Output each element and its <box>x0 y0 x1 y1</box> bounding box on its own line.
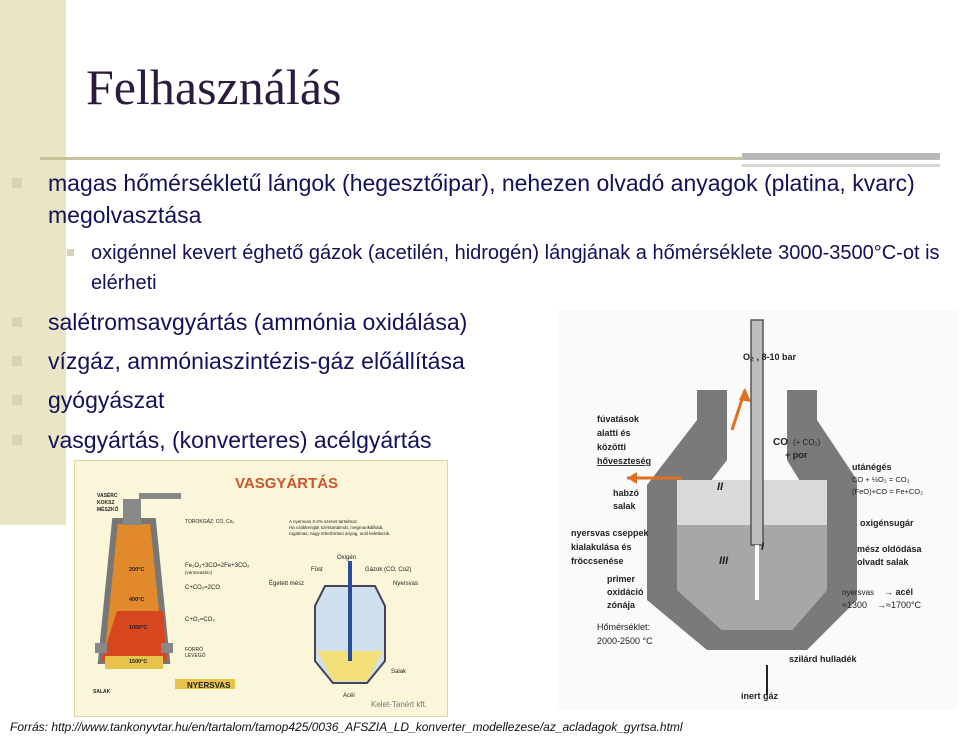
label-t2: →≈1700°C <box>877 600 922 610</box>
bullet-item <box>48 424 432 456</box>
bullet-text: salétromsavgyártás (ammónia oxidálása) <box>48 309 468 335</box>
label-nyersvas-cseppek: nyersvas cseppek <box>571 528 649 538</box>
bullet-marker <box>12 356 22 366</box>
label-fuvatasok: fúvatások <box>597 414 640 424</box>
slide-title: Felhasználás <box>86 59 342 115</box>
figure-title: VASGYÁRTÁS <box>235 475 339 492</box>
label-oxigensugar: oxigénsugár <box>860 518 914 528</box>
label-por: + por <box>785 450 808 460</box>
label-nyersvas2: Nyersvas <box>393 581 419 587</box>
converter-figure <box>557 310 957 710</box>
bullet-marker <box>12 178 22 188</box>
label-oxidacio: oxidáció <box>607 587 644 597</box>
reaction-2: C+CO₂=2CO <box>185 585 221 591</box>
label-homrange: 2000-2500 °C <box>597 636 653 646</box>
reaction-1: Fe₂O₃+3CO=2Fe+3CO₂ <box>185 563 250 569</box>
label-eq1: CO + ½O₂ = CO₂ <box>852 475 910 484</box>
reaction-1-note: (vörösvasérc) <box>185 570 213 575</box>
note-line-3: rugalmas, nagy teherbírású anyag, acél keletkezik. <box>289 531 391 536</box>
bullet-text: gyógyászat <box>48 387 165 413</box>
region-i: I <box>761 541 765 553</box>
label-fust: Füst <box>311 567 323 573</box>
label-vasercl: VASÉRC <box>97 493 118 499</box>
bullet-marker <box>12 317 22 327</box>
label-nyersvas: NYERSVAS <box>187 681 231 690</box>
bullet-marker <box>67 249 74 256</box>
label-koksz: KOKSZ <box>97 500 115 506</box>
temp-1000: 1000°C <box>129 625 148 631</box>
label-o2: O₂ , 8-10 bar <box>743 352 797 362</box>
label-primer: primer <box>607 574 636 584</box>
bullet-item <box>48 306 467 338</box>
bullet-text: oxigénnel kevert éghető gázok (acetilén, hidrogén) lángjának a hőmérséklete 3000-3500°C-ot is elérheti <box>91 242 940 294</box>
label-szilard: szilárd hulladék <box>789 654 857 664</box>
tuyere-left <box>95 643 107 653</box>
label-inert: inert gáz <box>741 691 779 701</box>
region-ii: II <box>717 481 724 493</box>
bullet-text: vízgáz, ammóniaszintézis-gáz előállítása <box>48 348 465 374</box>
label-mesz: mész oldódása <box>857 544 922 554</box>
bullet-text: magas hőmérsékletű lángok (hegesztőipar), nehezen olvadó anyagok (platina, kvarc) megolvasztása <box>48 170 915 228</box>
label-kialakulasa: kialakulása és <box>571 542 632 552</box>
temp-200: 200°C <box>129 567 145 573</box>
temp-400: 400°C <box>129 597 145 603</box>
label-salak: SALAK <box>93 689 111 695</box>
arrow-head <box>739 388 751 402</box>
source-citation: Forrás: http://www.tankonyvtar.hu/en/tartalom/tamop425/0036_AFSZIA_LD_konverter_modellezese/az_acladagok_gyrtsa.html <box>10 720 683 734</box>
label-homerseklet: Hőmérséklet: <box>597 622 651 632</box>
region-iii: III <box>719 555 729 567</box>
label-salak2: Salak <box>391 669 407 675</box>
label-hoveszteseg: hőveszteség <box>597 456 652 466</box>
label-olvadt: olvadt salak <box>857 557 909 567</box>
label-nyersvas: nyersvas <box>842 588 875 597</box>
charging-arm <box>139 493 181 499</box>
bullet-marker <box>12 435 22 445</box>
label-egetett: Égetett mész <box>269 581 305 587</box>
label-eq2: (FeO)+CO = Fe+CO₂ <box>852 487 924 496</box>
label-alatti: alatti és <box>597 428 631 438</box>
arrow-head-left <box>627 472 637 484</box>
label-kozotti: közötti <box>597 442 626 452</box>
bullet-text: vasgyártás, (konverteres) acélgyártás <box>48 427 432 453</box>
label-meszko: MÉSZKŐ <box>97 507 119 513</box>
label-co: CO <box>773 437 788 448</box>
watermark: Kelet-Tanért kft. <box>371 700 428 709</box>
note-line-2: Ha csökkentjük széntartalmát, megmunkálhatá, <box>289 525 384 530</box>
blast-furnace-diagram <box>75 461 447 716</box>
label-acel: Acél <box>343 693 355 699</box>
label-salak: salak <box>613 501 636 511</box>
charging-bell <box>123 499 141 525</box>
oxygen-lance <box>348 561 352 661</box>
label-utanegetes: utánégés <box>852 462 892 472</box>
label-co2: (+ CO₂) <box>793 438 821 447</box>
label-levego: LEVEGŐ <box>185 653 206 659</box>
temp-1500: 1500°C <box>129 659 148 665</box>
tuyere-right <box>161 643 173 653</box>
bullet-marker <box>12 395 22 405</box>
label-froccsenese: fröccsenése <box>571 556 624 566</box>
label-oxigen: Oxigén <box>337 555 357 561</box>
divider-accent <box>742 153 940 160</box>
label-t1: ≈1300 <box>842 600 867 610</box>
blast-furnace-figure <box>74 460 448 717</box>
label-forro: FORRÓ <box>185 647 204 653</box>
sub-bullet-item <box>91 238 941 298</box>
reaction-3: C+O₂=CO₂ <box>185 617 215 623</box>
label-gazok: Gázok (CO, Co2) <box>365 567 412 573</box>
label-habzo: habzó <box>613 488 639 498</box>
converter-diagram <box>557 310 957 710</box>
label-torokgaz: TOROKGÁZ: CO, Co₂ <box>185 519 235 525</box>
bullet-item <box>48 384 164 416</box>
bullet-item <box>48 345 465 377</box>
label-zonaja: zónája <box>607 600 636 610</box>
note-line-1: A nyersvas 3-4% szenet tartalmaz. <box>289 519 359 524</box>
label-arrow-acel: → acél <box>884 587 914 597</box>
bullet-item <box>48 167 918 231</box>
